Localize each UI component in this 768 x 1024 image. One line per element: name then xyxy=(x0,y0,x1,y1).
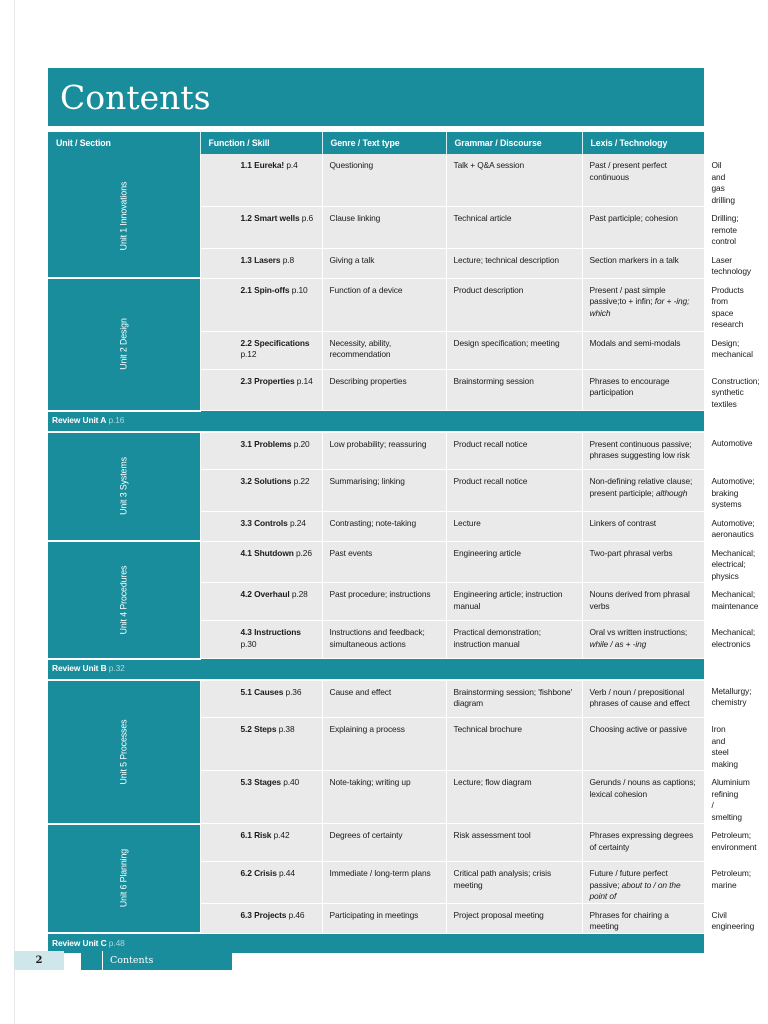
section-number: 5.3 xyxy=(240,777,252,787)
grammar-cell xyxy=(582,680,704,718)
section-page: p.14 xyxy=(296,375,313,386)
genre-text: Engineering article xyxy=(453,547,521,558)
grammar-cell xyxy=(582,207,704,249)
section-name: Instructions xyxy=(254,627,301,637)
function-text: Contrasting; note-taking xyxy=(329,517,417,528)
function-cell xyxy=(322,621,446,659)
function-text: Participating in meetings xyxy=(329,909,419,920)
grammar-text: Section markers in a talk xyxy=(589,254,679,265)
lexis-text: Oil and gas drilling xyxy=(711,160,735,205)
section-name: Specifications xyxy=(254,337,310,348)
genre-cell xyxy=(446,207,582,249)
function-text: Function of a device xyxy=(329,284,403,295)
genre-cell xyxy=(446,771,582,824)
section-cell xyxy=(200,718,322,771)
section-name: Overhaul xyxy=(254,589,290,599)
section-number: 6.3 xyxy=(240,909,252,920)
genre-cell xyxy=(446,278,582,331)
section-number: 4.2 xyxy=(240,589,252,599)
grammar-text: Past participle; cohesion xyxy=(589,213,678,223)
lexis-text: Products from space research xyxy=(711,284,744,329)
footer-section-tab xyxy=(81,951,232,970)
function-cell xyxy=(322,680,446,718)
genre-text: Lecture; technical description xyxy=(453,254,559,265)
section-name: Eureka! xyxy=(254,160,285,170)
function-text: Instructions and feedback; simultaneous actions xyxy=(329,627,425,649)
unit-label: Unit 4 Procedures xyxy=(118,565,128,635)
grammar-text: Two-part phrasal verbs xyxy=(589,547,673,558)
grammar-cell xyxy=(582,369,704,411)
footer-divider xyxy=(102,951,103,970)
genre-cell xyxy=(446,824,582,862)
function-text: Necessity, ability, recommendation xyxy=(329,337,392,359)
grammar-emphasis: about to / on the point of xyxy=(589,879,681,901)
grammar-cell xyxy=(582,621,704,659)
genre-cell xyxy=(446,470,582,512)
grammar-text: Gerunds / nouns as captions; lexical cohesion xyxy=(589,777,696,799)
grammar-text: Non-defining relative clause; present participle; xyxy=(589,476,693,498)
grammar-text: Verb / noun / prepositional phrases of cause and effect xyxy=(589,686,690,708)
genre-text: Project proposal meeting xyxy=(453,909,544,920)
review-row xyxy=(48,659,704,680)
section-row xyxy=(48,824,704,862)
function-cell xyxy=(322,369,446,411)
section-name: Solutions xyxy=(254,476,292,486)
function-cell xyxy=(322,470,446,512)
section-cell xyxy=(200,680,322,718)
grammar-emphasis: while / as + -ing xyxy=(589,638,647,649)
section-cell xyxy=(200,470,322,512)
genre-cell xyxy=(446,583,582,621)
genre-cell xyxy=(446,903,582,933)
grammar-text: Oral vs written instructions; xyxy=(589,627,688,637)
function-text: Summarising; linking xyxy=(329,476,405,486)
grammar-text: Choosing active or passive xyxy=(589,724,687,734)
section-number: 3.2 xyxy=(240,476,252,486)
grammar-cell xyxy=(582,862,704,904)
section-cell xyxy=(200,541,322,583)
function-text: Describing properties xyxy=(329,375,407,386)
title-banner xyxy=(48,68,704,126)
section-name: Lasers xyxy=(254,254,281,265)
function-cell xyxy=(322,771,446,824)
genre-text: Product recall notice xyxy=(453,438,528,449)
lexis-text: Mechanical; electronics xyxy=(711,627,756,649)
section-cell xyxy=(200,207,322,249)
review-page: p.16 xyxy=(108,415,125,426)
function-text: Immediate / long-term plans xyxy=(329,868,431,878)
genre-text: Brainstorming session; 'fishbone' diagram xyxy=(453,686,573,708)
grammar-text: Past / present perfect continuous xyxy=(589,160,667,182)
lexis-text: Metallurgy; chemistry xyxy=(711,685,752,707)
section-number: 4.3 xyxy=(240,627,252,637)
section-cell xyxy=(200,432,322,470)
grammar-cell xyxy=(582,470,704,512)
lexis-text: Laser technology xyxy=(711,254,752,276)
genre-text: Technical brochure xyxy=(453,724,522,734)
section-name: Spin-offs xyxy=(254,284,290,295)
grammar-text: Phrases to encourage participation xyxy=(589,375,670,397)
section-page: p.4 xyxy=(286,160,298,170)
grammar-cell xyxy=(582,771,704,824)
grammar-text: Nouns derived from phrasal verbs xyxy=(589,589,690,611)
grammar-cell xyxy=(582,432,704,470)
genre-cell xyxy=(446,511,582,541)
genre-text: Brainstorming session xyxy=(453,375,534,386)
section-number: 2.2 xyxy=(240,337,252,348)
section-cell xyxy=(200,154,322,207)
function-text: Questioning xyxy=(329,160,374,170)
grammar-text: Phrases expressing degrees of certainty xyxy=(589,830,694,852)
section-cell xyxy=(200,331,322,369)
section-number: 5.2 xyxy=(240,724,252,734)
genre-text: Design specification; meeting xyxy=(453,337,560,348)
lexis-text: Iron and steel making xyxy=(711,724,738,769)
column-header: Lexis / Technology xyxy=(582,132,704,154)
genre-cell xyxy=(446,541,582,583)
section-page: p.28 xyxy=(291,589,308,599)
section-name: Stages xyxy=(254,777,281,787)
grammar-cell xyxy=(582,331,704,369)
section-page: p.46 xyxy=(288,909,305,920)
section-number: 1.2 xyxy=(240,213,252,223)
grammar-text: Phrases for chairing a meeting xyxy=(589,909,669,931)
review-page: p.32 xyxy=(108,663,125,674)
grammar-text: Present / past simple passive;to + infin; xyxy=(589,284,666,306)
genre-text: Lecture; flow diagram xyxy=(453,777,532,787)
section-row xyxy=(48,541,704,583)
lexis-text: Mechanical; maintenance xyxy=(711,589,759,611)
contents-table xyxy=(48,132,760,955)
lexis-text: Mechanical; electrical; physics xyxy=(711,547,756,581)
grammar-text: Modals and semi-modals xyxy=(589,337,681,348)
genre-text: Product description xyxy=(453,284,524,295)
table-header-row xyxy=(48,132,704,154)
page-title: Contents xyxy=(60,78,211,117)
genre-cell xyxy=(446,331,582,369)
function-cell xyxy=(322,278,446,331)
section-page: p.20 xyxy=(293,438,310,449)
grammar-emphasis: for + -ing; which xyxy=(589,296,690,318)
function-cell xyxy=(322,541,446,583)
genre-text: Lecture xyxy=(453,517,481,528)
review-title: Review Unit B xyxy=(52,663,107,674)
section-number: 5.1 xyxy=(240,686,252,697)
section-name: Steps xyxy=(254,724,277,734)
section-cell xyxy=(200,369,322,411)
section-number: 6.1 xyxy=(240,830,252,840)
function-text: Clause linking xyxy=(329,213,381,223)
function-cell xyxy=(322,862,446,904)
grammar-cell xyxy=(582,154,704,207)
function-cell xyxy=(322,718,446,771)
section-cell xyxy=(200,248,322,278)
lexis-text: Automotive; braking systems xyxy=(711,476,755,509)
section-page: p.42 xyxy=(273,830,290,840)
genre-cell xyxy=(446,369,582,411)
column-header: Unit / Section xyxy=(48,132,200,154)
grammar-text: Linkers of contrast xyxy=(589,517,657,528)
lexis-text: Petroleum; marine xyxy=(711,868,751,890)
footer-section-label: Contents xyxy=(110,955,154,966)
section-row xyxy=(48,432,704,470)
unit-label: Unit 3 Systems xyxy=(118,457,128,516)
function-cell xyxy=(322,207,446,249)
section-page: p.6 xyxy=(301,213,314,223)
column-header: Function / Skill xyxy=(200,132,322,154)
function-text: Note-taking; writing up xyxy=(329,777,411,787)
page-edge-rule xyxy=(14,0,15,1024)
section-number: 2.1 xyxy=(240,284,252,295)
section-cell xyxy=(200,771,322,824)
function-cell xyxy=(322,432,446,470)
review-title: Review Unit A xyxy=(52,415,107,426)
section-number: 1.1 xyxy=(240,160,252,170)
function-text: Past events xyxy=(329,547,373,558)
section-page: p.36 xyxy=(285,686,302,697)
section-number: 1.3 xyxy=(240,254,252,265)
grammar-cell xyxy=(582,824,704,862)
section-name: Projects xyxy=(254,909,287,920)
function-text: Explaining a process xyxy=(329,724,405,734)
genre-text: Technical article xyxy=(453,213,512,223)
lexis-text: Automotive xyxy=(711,437,753,448)
unit-label: Unit 6 Planning xyxy=(118,849,128,908)
grammar-text: Present continuous passive; phrases suggesting low risk xyxy=(589,438,692,460)
section-name: Risk xyxy=(254,830,272,840)
function-cell xyxy=(322,248,446,278)
unit-label-cell xyxy=(48,278,200,411)
section-cell xyxy=(200,621,322,659)
unit-label-cell xyxy=(48,824,200,934)
lexis-text: Petroleum; environment xyxy=(711,830,757,852)
section-row xyxy=(48,278,704,331)
section-row xyxy=(48,680,704,718)
review-page: p.48 xyxy=(108,937,125,948)
section-number: 6.2 xyxy=(240,868,252,878)
review-cell xyxy=(48,659,704,680)
genre-text: Product recall notice xyxy=(453,476,528,486)
lexis-text: Drilling; remote control xyxy=(711,213,739,246)
section-name: Smart wells xyxy=(254,213,300,223)
genre-cell xyxy=(446,718,582,771)
function-cell xyxy=(322,154,446,207)
column-header: Grammar / Discourse xyxy=(446,132,582,154)
grammar-cell xyxy=(582,278,704,331)
section-page: p.40 xyxy=(283,777,300,787)
section-page: p.10 xyxy=(291,284,308,295)
section-page: p.38 xyxy=(278,724,295,734)
grammar-cell xyxy=(582,903,704,933)
section-page: p.22 xyxy=(293,476,310,486)
section-cell xyxy=(200,903,322,933)
section-page: p.12 xyxy=(240,349,257,359)
section-page: p.24 xyxy=(289,517,306,528)
grammar-text: Future / future perfect passive; xyxy=(589,868,668,890)
unit-label-cell xyxy=(48,680,200,824)
genre-cell xyxy=(446,432,582,470)
review-row xyxy=(48,411,704,432)
genre-text: Practical demonstration; instruction manual xyxy=(453,627,541,649)
lexis-text: Design; mechanical xyxy=(711,337,753,359)
function-text: Degrees of certainty xyxy=(329,830,403,840)
section-number: 4.1 xyxy=(240,547,252,558)
grammar-cell xyxy=(582,718,704,771)
section-cell xyxy=(200,862,322,904)
section-name: Properties xyxy=(254,375,295,386)
grammar-cell xyxy=(582,248,704,278)
lexis-text: Aluminium refining / smelting xyxy=(711,777,750,822)
review-title: Review Unit C xyxy=(52,937,107,948)
genre-cell xyxy=(446,862,582,904)
footer-page-number: 2 xyxy=(14,951,64,970)
section-row xyxy=(48,154,704,207)
genre-cell xyxy=(446,154,582,207)
review-cell xyxy=(48,411,704,432)
function-text: Cause and effect xyxy=(329,686,392,697)
unit-label-cell xyxy=(48,432,200,542)
genre-text: Talk + Q&A session xyxy=(453,160,525,170)
contents-body xyxy=(48,154,760,954)
section-name: Causes xyxy=(254,686,284,697)
unit-label: Unit 1 Innovations xyxy=(118,181,128,250)
unit-label: Unit 5 Processes xyxy=(118,719,128,784)
unit-label-cell xyxy=(48,541,200,659)
function-cell xyxy=(322,511,446,541)
function-text: Past procedure; instructions xyxy=(329,589,431,599)
section-name: Crisis xyxy=(254,868,277,878)
section-page: p.8 xyxy=(282,254,295,265)
genre-text: Critical path analysis; crisis meeting xyxy=(453,868,552,890)
function-cell xyxy=(322,824,446,862)
grammar-emphasis: although xyxy=(655,487,688,498)
section-cell xyxy=(200,583,322,621)
lexis-text: Civil engineering xyxy=(711,909,755,931)
section-page: p.30 xyxy=(240,638,257,649)
section-name: Problems xyxy=(254,438,292,449)
function-text: Giving a talk xyxy=(329,254,375,265)
section-number: 2.3 xyxy=(240,375,252,386)
section-cell xyxy=(200,824,322,862)
unit-label-cell xyxy=(48,154,200,278)
section-number: 3.1 xyxy=(240,438,252,449)
genre-text: Engineering article; instruction manual xyxy=(453,589,563,611)
function-text: Low probability; reassuring xyxy=(329,438,427,449)
function-cell xyxy=(322,583,446,621)
genre-cell xyxy=(446,248,582,278)
section-cell xyxy=(200,278,322,331)
function-cell xyxy=(322,331,446,369)
grammar-cell xyxy=(582,511,704,541)
grammar-cell xyxy=(582,583,704,621)
section-page: p.44 xyxy=(279,868,295,878)
column-header: Genre / Text type xyxy=(322,132,446,154)
genre-cell xyxy=(446,680,582,718)
unit-label: Unit 2 Design xyxy=(118,318,128,371)
function-cell xyxy=(322,903,446,933)
lexis-text: Construction; synthetic textiles xyxy=(711,375,760,409)
section-name: Shutdown xyxy=(254,547,294,558)
section-number: 3.3 xyxy=(240,517,252,528)
section-cell xyxy=(200,511,322,541)
lexis-text: Automotive; aeronautics xyxy=(711,517,755,539)
genre-cell xyxy=(446,621,582,659)
genre-text: Risk assessment tool xyxy=(453,830,531,840)
section-name: Controls xyxy=(254,517,288,528)
grammar-cell xyxy=(582,541,704,583)
section-page: p.26 xyxy=(295,547,312,558)
